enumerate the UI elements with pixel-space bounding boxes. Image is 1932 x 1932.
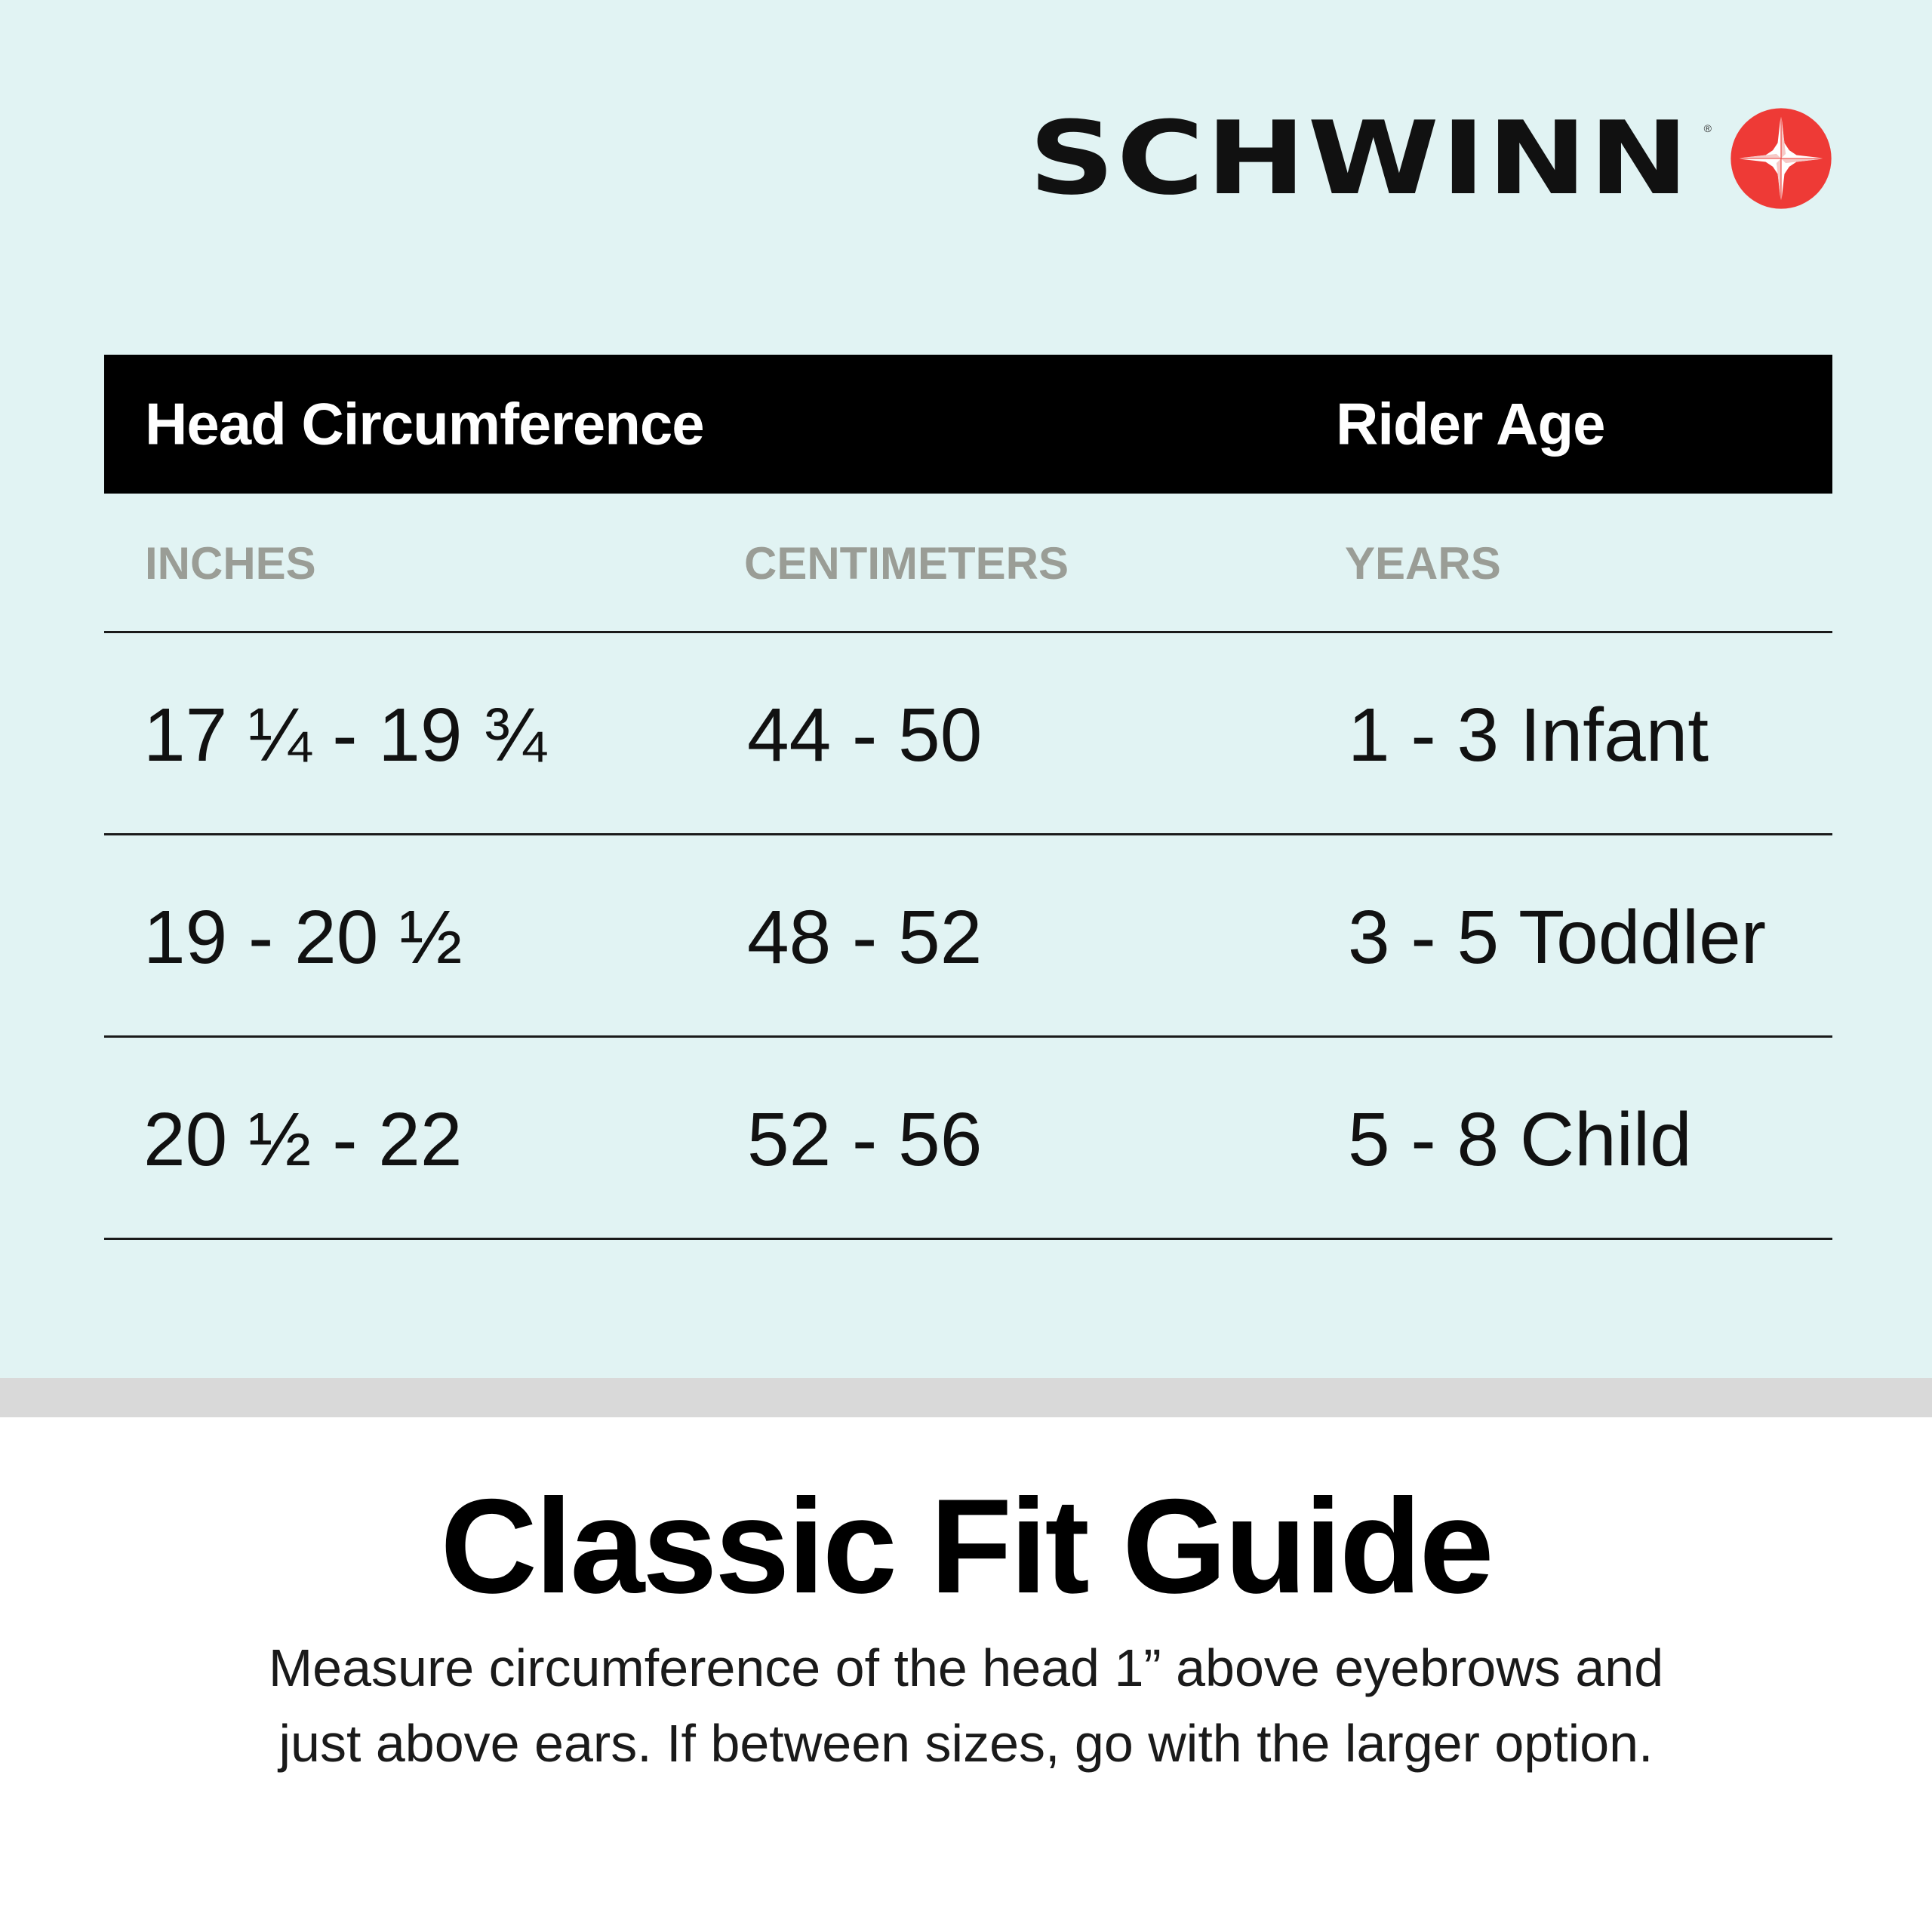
guide-instructions — [174, 1630, 1758, 1781]
table-rule — [104, 1238, 1832, 1240]
unit-years: YEARS — [1345, 538, 1501, 589]
cell-centimeters: 44 - 50 — [747, 693, 983, 777]
table-rule — [104, 1035, 1832, 1038]
cell-age: 5 - 8 Child — [1348, 1097, 1692, 1182]
cell-inches: 17 ¼ - 19 ¾ — [143, 693, 546, 777]
cell-centimeters: 48 - 52 — [747, 895, 983, 980]
unit-centimeters: CENTIMETERS — [744, 538, 1069, 589]
table-rule — [104, 833, 1832, 835]
schwinn-logo — [1028, 100, 1832, 217]
cell-age: 1 - 3 Infant — [1348, 693, 1709, 777]
guide-line: Measure circumference of the head 1” above eyebrows and — [268, 1638, 1664, 1697]
table-rule — [104, 631, 1832, 633]
table-header-bar — [104, 355, 1832, 494]
guide-line: just above ears. If between sizes, go with the larger option. — [278, 1714, 1654, 1773]
compass-star-icon — [1730, 107, 1832, 210]
cell-centimeters: 52 - 56 — [747, 1097, 983, 1182]
divider-band — [0, 1378, 1932, 1417]
guide-title: Classic Fit Guide — [440, 1471, 1492, 1621]
cell-inches: 19 - 20 ½ — [143, 895, 463, 980]
header-head-circumference: Head Circumference — [145, 390, 704, 457]
cell-age: 3 - 5 Toddler — [1348, 895, 1767, 980]
header-rider-age: Rider Age — [1336, 390, 1605, 457]
registered-mark: ® — [1703, 122, 1712, 134]
brand-wordmark: SCHWINN — [1028, 100, 1690, 217]
unit-inches: INCHES — [145, 538, 316, 589]
cell-inches: 20 ½ - 22 — [143, 1097, 463, 1182]
